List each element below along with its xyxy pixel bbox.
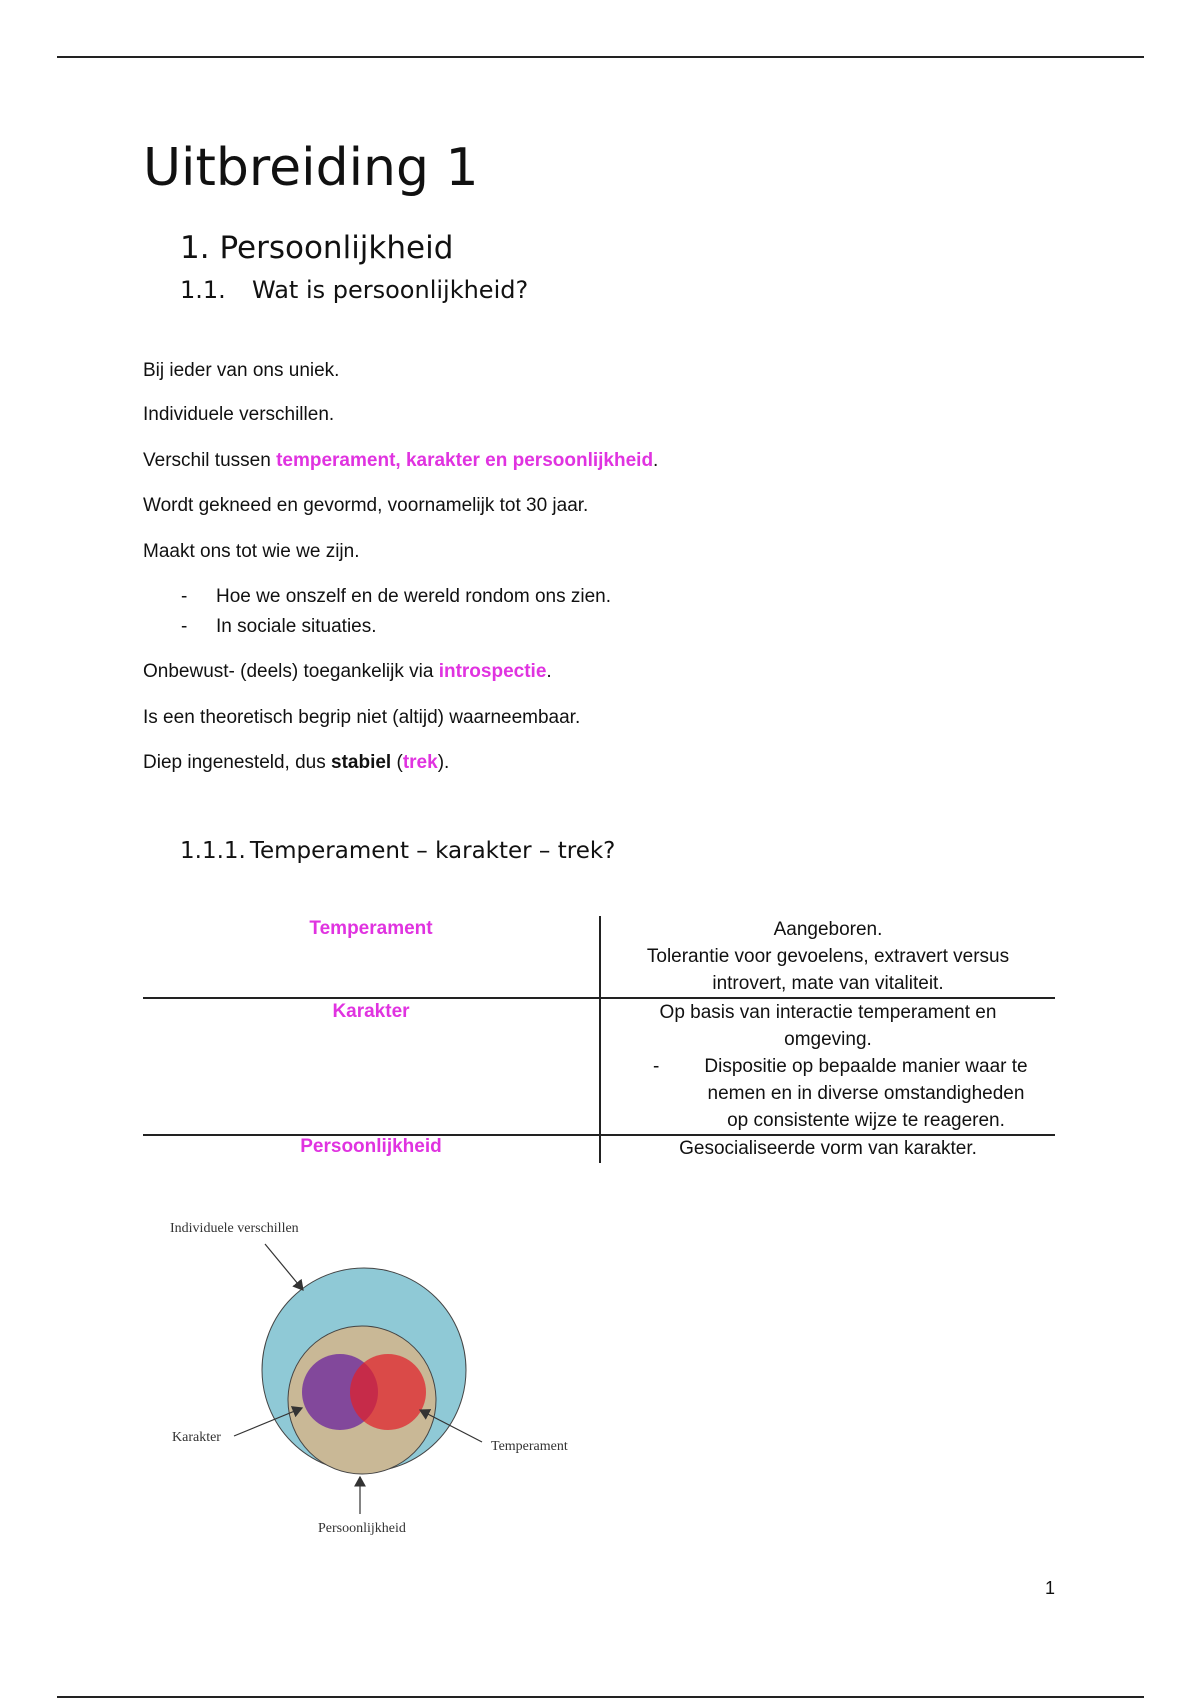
arrow-individuele-verschillen [265, 1244, 303, 1290]
list-item-text: Hoe we onszelf en de wereld rondom ons zien. [216, 586, 612, 607]
page-number: 1 [1045, 1578, 1056, 1598]
highlight-term: trek [402, 752, 438, 773]
heading-temperament-karakter-trek [180, 838, 615, 864]
label-karakter: Karakter [172, 1430, 221, 1445]
definition-line: introvert, mate van vitaliteit. [712, 973, 944, 994]
table-term-persoonlijkheid: Persoonlijkheid [300, 1136, 442, 1157]
circle-temperament [350, 1354, 426, 1430]
heading-wat-is-persoonlijkheid [180, 276, 528, 304]
paragraph: Is een theoretisch begrip niet (altijd) waarneembaar. [143, 707, 581, 728]
highlight-term: introspectie [438, 661, 547, 682]
definition-line: op consistente wijze te reageren. [727, 1110, 1005, 1131]
table-definition-persoonlijkheid [601, 1135, 1055, 1162]
bullet-marker: - [181, 586, 188, 607]
bullet-marker: - [653, 1056, 660, 1077]
definition-line: Dispositie op bepaalde manier waar te [704, 1056, 1028, 1077]
list-item [181, 586, 611, 608]
table-term-karakter: Karakter [332, 1001, 410, 1022]
document-title: Uitbreiding 1 [143, 138, 479, 198]
footer-rule [57, 1696, 1144, 1698]
paragraph: Bij ieder van ons uniek. [143, 360, 340, 381]
paragraph [143, 450, 658, 472]
definition-line: Op basis van interactie temperament en [659, 1002, 997, 1023]
paragraph: Wordt gekneed en gevormd, voornamelijk tot 30 jaar. [143, 495, 589, 516]
text: Diep ingenesteld, dus [143, 752, 332, 773]
heading-persoonlijkheid [180, 230, 453, 266]
heading-text: Temperament – karakter – trek? [249, 838, 616, 864]
definition-line: Tolerantie voor gevoelens, extravert versus [646, 946, 1010, 967]
table-definition-karakter [601, 999, 1055, 1053]
header-rule [57, 56, 1144, 58]
heading-text: Persoonlijkheid [219, 230, 454, 266]
bold-term: stabiel [331, 752, 392, 773]
definition-line: Aangeboren. [773, 919, 883, 940]
table-definition-temperament [601, 916, 1055, 997]
table-bullet-text [686, 1053, 1046, 1134]
text: Verschil tussen [143, 450, 277, 471]
heading-number: 1. [180, 230, 210, 266]
heading-text: Wat is persoonlijkheid? [252, 276, 529, 304]
highlight-term: temperament, karakter en persoonlijkheid [276, 450, 654, 471]
list-item-text: In sociale situaties. [216, 616, 377, 637]
definition-line: omgeving. [784, 1029, 872, 1050]
heading-number: 1.1.1. [180, 838, 246, 864]
venn-diagram-figure [150, 1210, 590, 1550]
paragraph [143, 661, 552, 683]
text: . [653, 450, 659, 471]
table-term-temperament: Temperament [309, 918, 433, 939]
text: ). [437, 752, 450, 773]
label-persoonlijkheid: Persoonlijkheid [318, 1521, 406, 1536]
text: ( [391, 752, 403, 773]
paragraph [143, 752, 449, 774]
definition-line: Gesocialiseerde vorm van karakter. [679, 1138, 977, 1159]
definition-line: nemen en in diverse omstandigheden [707, 1083, 1025, 1104]
list-item [181, 616, 377, 638]
text: . [546, 661, 552, 682]
text: Onbewust- (deels) toegankelijk via [143, 661, 439, 682]
bullet-marker: - [181, 616, 188, 637]
paragraph: Individuele verschillen. [143, 404, 335, 425]
paragraph: Maakt ons tot wie we zijn. [143, 541, 360, 562]
label-individuele-verschillen: Individuele verschillen [170, 1221, 299, 1236]
heading-number: 1.1. [180, 276, 226, 304]
label-temperament: Temperament [491, 1439, 568, 1454]
